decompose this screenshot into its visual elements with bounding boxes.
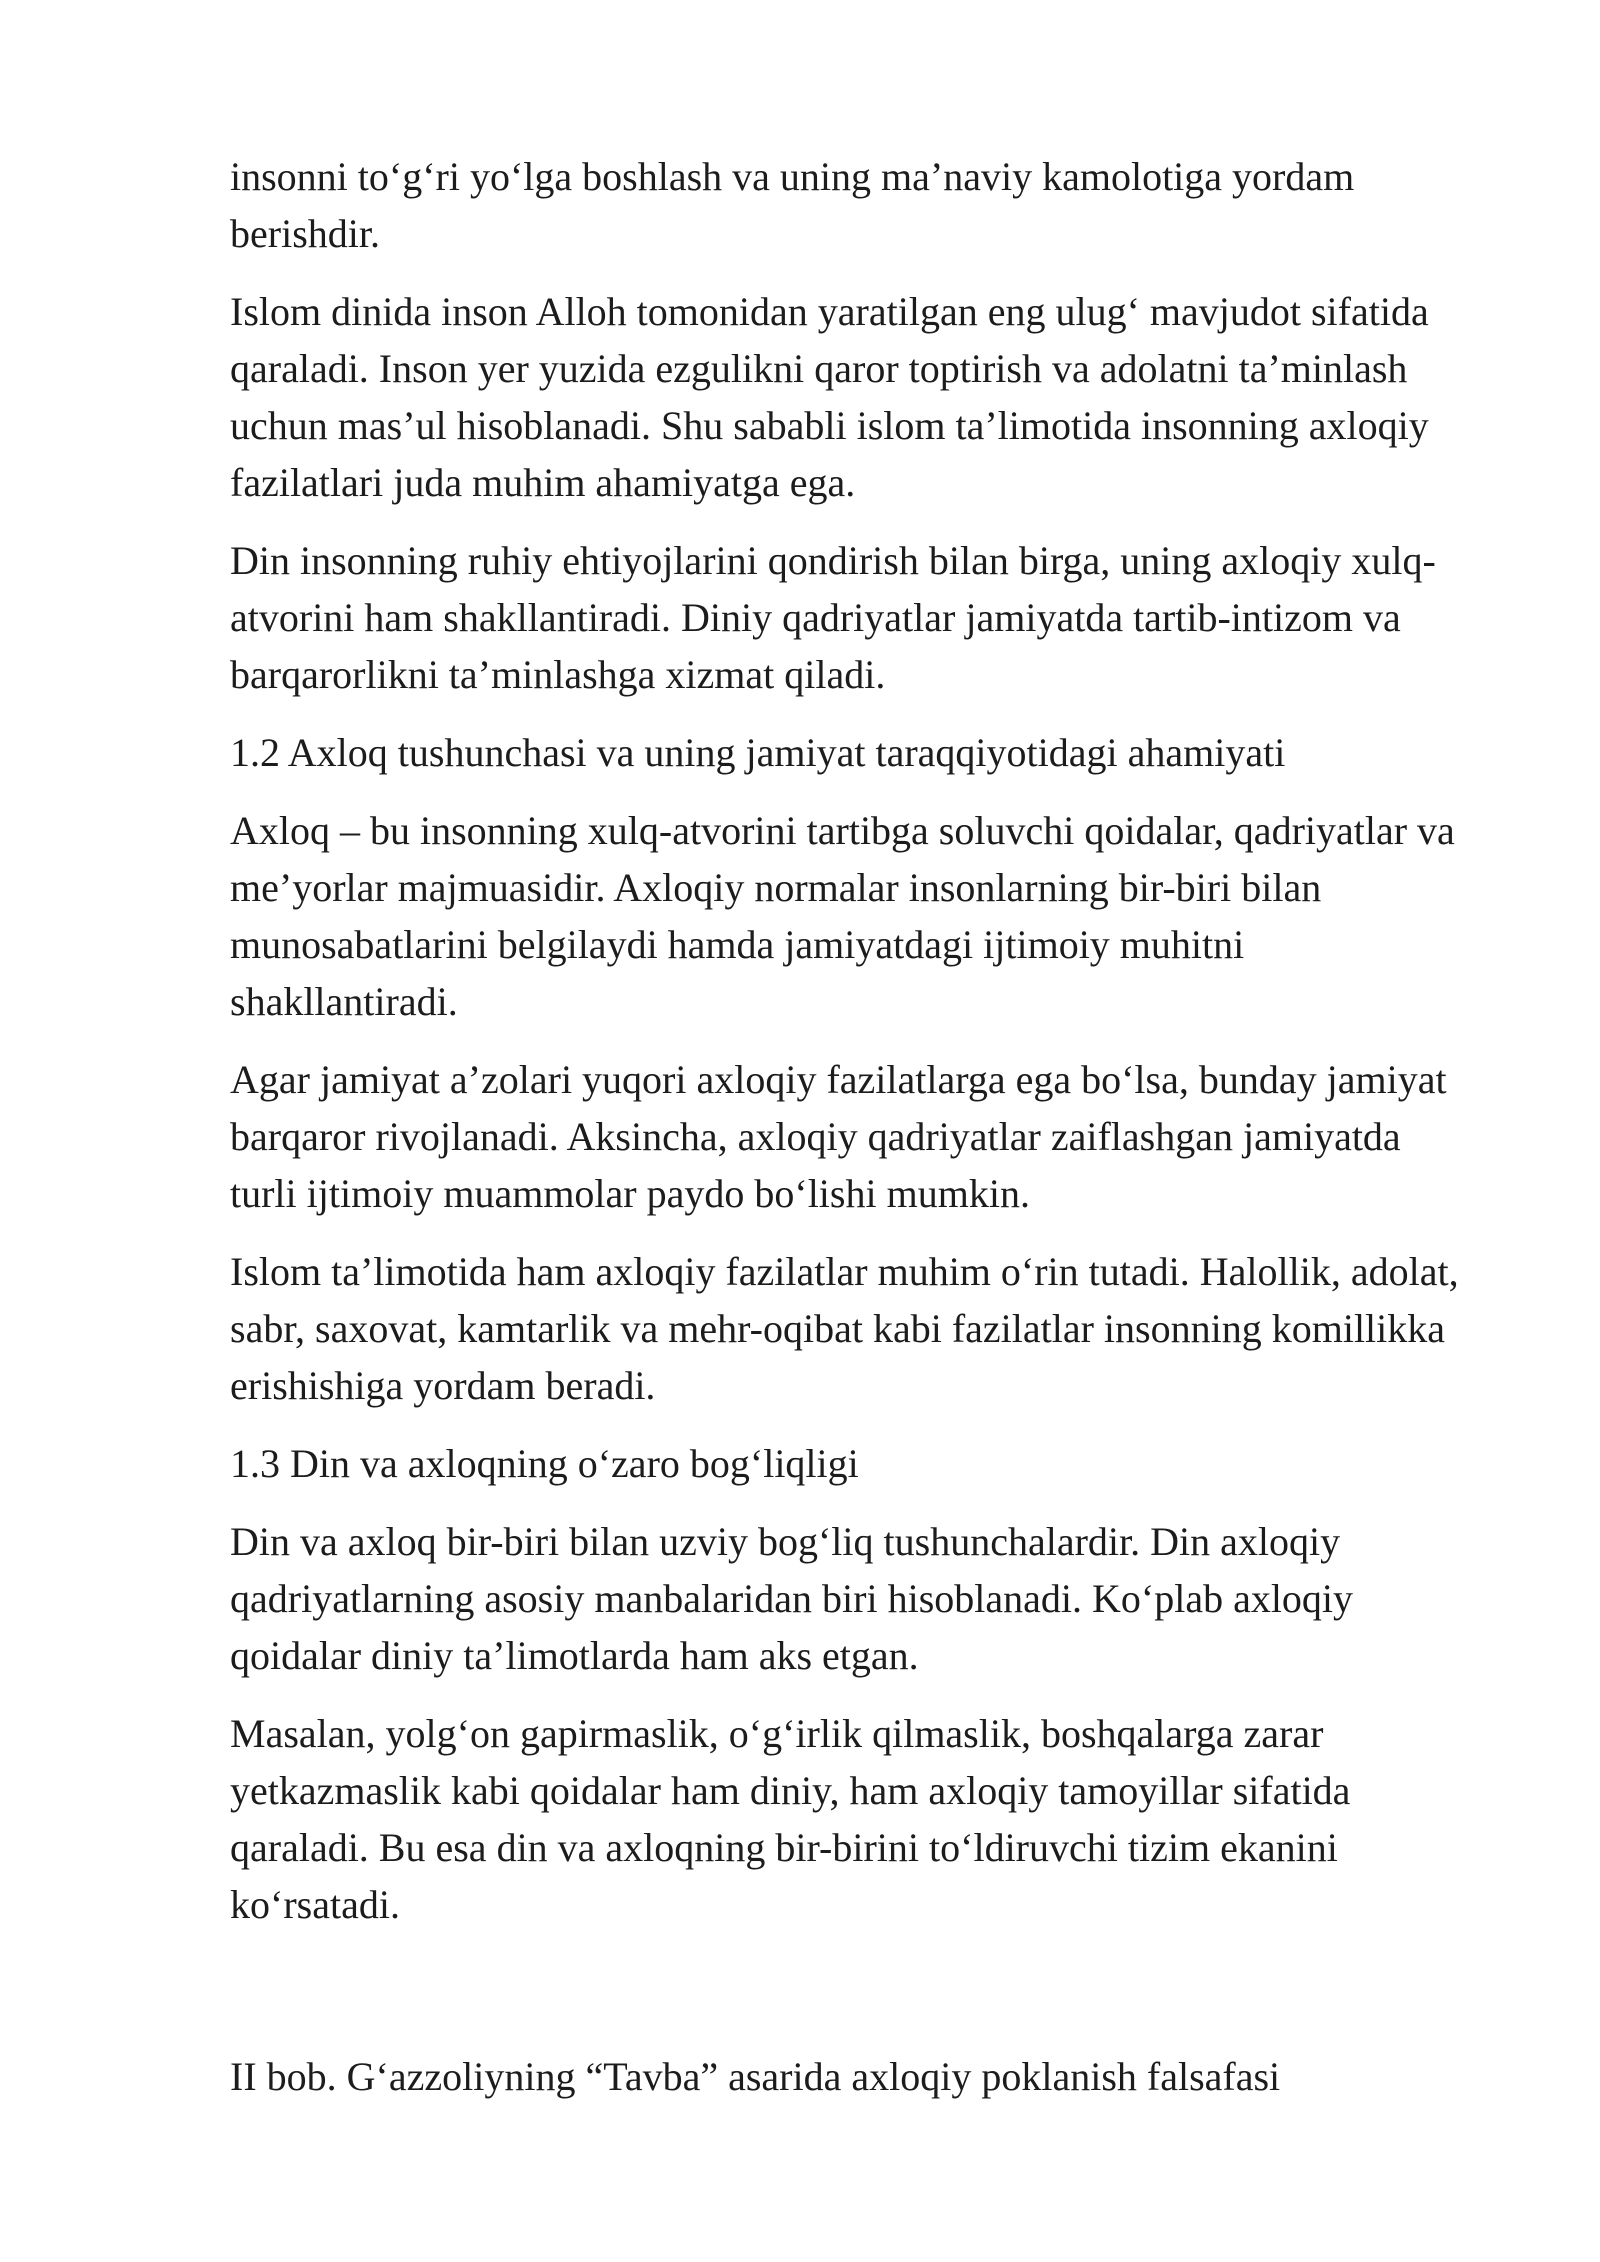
paragraph-1: insonni to‘g‘ri yo‘lga boshlash va uning ma’naviy kamolotiga yordam berishdir.: [230, 154, 1355, 256]
paragraph-6: Islom ta’limotida ham axloqiy fazilatlar muhim o‘rin tutadi. Halollik, adolat, sabr, saxovat, kamtarlik va mehr-oqibat kabi fazilatlar insonning komillikka erishishiga yordam beradi.: [230, 1249, 1459, 1408]
chapter-title: II bob. G‘azzoliyning “Tavba” asarida axloqiy poklanish falsafasi: [230, 2054, 1281, 2099]
paragraph-7: Din va axloq bir-biri bilan uzviy bog‘liq tushunchalardir. Din axloqiy qadriyatlarning asosiy manbalaridan biri hisoblanadi. Ko‘plab axloqiy qoidalar diniy ta’limotlarda ham aks etgan.: [230, 1519, 1354, 1678]
section-heading-1-2: 1.2 Axloq tushunchasi va uning jamiyat taraqqiyotidagi ahamiyati: [230, 730, 1286, 775]
paragraph-8: Masalan, yolg‘on gapirmaslik, o‘g‘irlik qilmaslik, boshqalarga zarar yetkazmaslik kabi qoidalar ham diniy, ham axloqiy tamoyillar sifatida qaraladi. Bu esa din va axloqning bir-birini to‘ldiruvchi tizim ekanini ko‘rsatadi.: [230, 1711, 1351, 1927]
paragraph-5: Agar jamiyat a’zolari yuqori axloqiy fazilatlarga ega bo‘lsa, bunday jamiyat barqaror rivojlanadi. Aksincha, axloqiy qadriyatlar zaiflashgan jamiyatda turli ijtimoiy muammolar paydo bo‘lishi mumkin.: [230, 1057, 1447, 1216]
document-page: [230, 148, 1470, 2126]
section-heading-1-3: 1.3 Din va axloqning o‘zaro bog‘liqligi: [230, 1441, 859, 1486]
paragraph-2: Islom dinida inson Alloh tomonidan yaratilgan eng ulug‘ mavjudot sifatida qaraladi. Inson yer yuzida ezgulikni qaror toptirish va adolatni ta’minlash uchun mas’ul hisoblanadi. Shu sababli islom ta’limotida insonning axloqiy fazilatlari juda muhim ahamiyatga ega.: [230, 289, 1429, 505]
paragraph-3: Din insonning ruhiy ehtiyojlarini qondirish bilan birga, uning axloqiy xulq-atvorini ham shakllantiradi. Diniy qadriyatlar jamiyatda tartib-intizom va barqarorlikni ta’minlashga xizmat qiladi.: [230, 538, 1436, 697]
paragraph-4: Axloq – bu insonning xulq-atvorini tartibga soluvchi qoidalar, qadriyatlar va me’yorlar majmuasidir. Axloqiy normalar insonlarning bir-biri bilan munosabatlarini belgilaydi hamda jamiyatdagi ijtimoiy muhitni shakllantiradi.: [230, 808, 1455, 1024]
